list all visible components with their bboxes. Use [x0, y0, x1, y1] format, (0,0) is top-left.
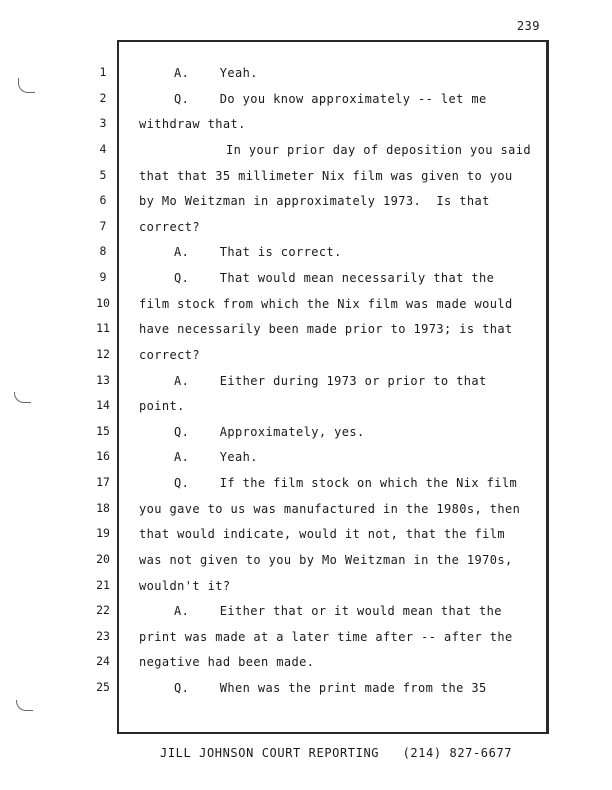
line-number: 15 — [96, 423, 110, 438]
transcript-line: withdraw that. — [139, 117, 246, 132]
line-number: 23 — [96, 628, 110, 643]
transcript-line: Q. Approximately, yes. — [174, 424, 365, 439]
transcript-line: Q. If the film stock on which the Nix film — [174, 476, 518, 490]
line-number: 9 — [99, 270, 107, 284]
transcript-line: A. Either during 1973 or prior to that — [174, 373, 487, 388]
transcript-line: that that 35 millimeter Nix film was given to you — [139, 168, 513, 183]
transcript-line: was not given to you by Mo Weitzman in the 1970s, — [139, 552, 513, 567]
transcript-line: correct? — [139, 219, 200, 234]
transcript-line: A. Yeah. — [174, 66, 258, 80]
page-number: 239 — [516, 19, 540, 33]
line-number: 11 — [96, 321, 110, 336]
scan-mark — [14, 392, 31, 403]
transcript-line: Q. That would mean necessarily that the — [174, 271, 495, 285]
transcript-line: that would indicate, would it not, that the film — [139, 527, 505, 542]
transcript-line: Q. When was the print made from the 35 — [174, 681, 487, 695]
line-number: 3 — [99, 116, 107, 131]
reporter-footer: JILL JOHNSON COURT REPORTING (214) 827-6677 — [160, 746, 513, 760]
transcript-line: point. — [139, 399, 185, 414]
transcript-line: A. Either that or it would mean that the — [174, 604, 502, 619]
line-number: 13 — [96, 372, 110, 387]
line-number: 6 — [99, 193, 107, 208]
transcript-line: negative had been made. — [139, 655, 315, 670]
line-number: 8 — [99, 244, 107, 259]
transcript-line: film stock from which the Nix film was made would — [139, 296, 513, 311]
line-number: 7 — [99, 218, 107, 233]
transcript-line: Q. Do you know approximately -- let me — [174, 91, 487, 106]
transcript-line: A. That is correct. — [174, 245, 342, 260]
transcript-line: by Mo Weitzman in approximately 1973. Is that — [139, 194, 490, 209]
transcript-line: correct? — [139, 347, 200, 362]
transcript-line: A. Yeah. — [174, 450, 258, 465]
line-number: 24 — [96, 654, 110, 669]
line-number: 21 — [96, 577, 110, 592]
scan-mark — [16, 700, 33, 711]
line-number: 18 — [96, 500, 110, 515]
line-number: 4 — [99, 141, 107, 156]
transcript-line: In your prior day of deposition you said — [226, 142, 531, 157]
line-number: 16 — [96, 449, 110, 464]
line-number: 20 — [96, 551, 110, 566]
line-number: 17 — [96, 475, 110, 489]
line-number: 22 — [96, 603, 110, 618]
transcript-line: wouldn't it? — [139, 578, 231, 593]
line-number: 19 — [96, 526, 110, 541]
transcript-line: print was made at a later time after -- after the — [139, 629, 513, 644]
line-number: 5 — [99, 167, 107, 182]
line-number: 25 — [96, 680, 110, 694]
line-number: 14 — [96, 398, 110, 413]
transcript-line: have necessarily been made prior to 1973; is that — [139, 322, 513, 337]
line-number: 2 — [99, 90, 107, 105]
line-number: 12 — [96, 346, 110, 361]
transcript-line: you gave to us was manufactured in the 1980s, then — [139, 501, 521, 516]
line-number: 10 — [96, 295, 110, 310]
line-number: 1 — [99, 65, 107, 79]
scan-mark — [18, 78, 35, 93]
